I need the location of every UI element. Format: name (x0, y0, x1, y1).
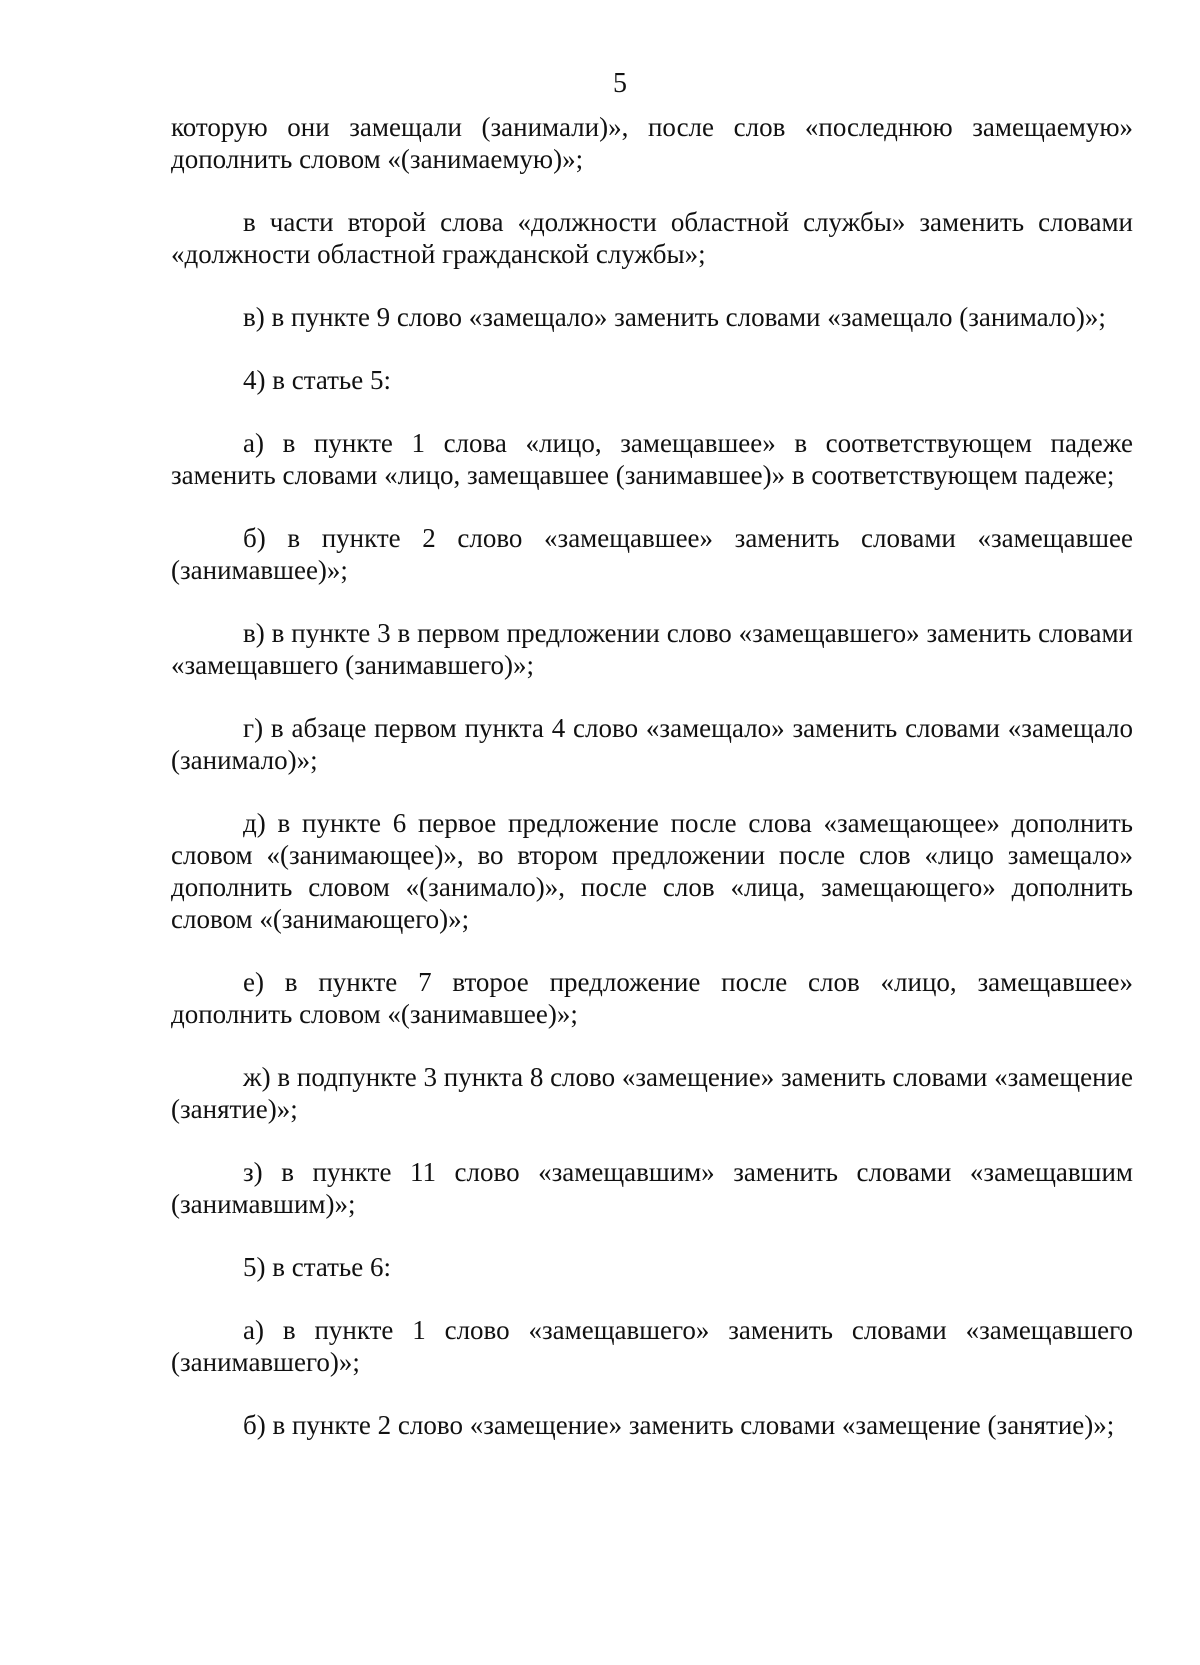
paragraph-continuation: которую они замещали (занимали)», после слов «последнюю замещаемую» дополнить словом «(занимаемую)»; (171, 112, 1133, 174)
paragraph-heading-article-5: 4) в статье 5: (243, 365, 391, 395)
paragraph: з) в пункте 11 слово «замещавшим» заменить словами «замещавшим (занимавшим)»; (171, 1157, 1133, 1219)
paragraph: е) в пункте 7 второе предложение после слов «лицо, замещавшее» дополнить словом «(занимавшее)»; (171, 967, 1133, 1029)
paragraph-heading-article-6: 5) в статье 6: (243, 1252, 391, 1282)
paragraph: в части второй слова «должности областной службы» заменить словами «должности областной гражданской службы»; (171, 207, 1133, 269)
paragraph: б) в пункте 2 слово «замещение» заменить словами «замещение (занятие)»; (243, 1410, 1115, 1440)
page-number: 5 (613, 68, 627, 99)
paragraph: ж) в подпункте 3 пункта 8 слово «замещение» заменить словами «замещение (занятие)»; (171, 1062, 1133, 1124)
paragraph: д) в пункте 6 первое предложение после слова «замещающее» дополнить словом «(занимающее)», во втором предложении после слов «лицо замещало» дополнить словом «(занимало)», после слов «лица, замещающего» дополнить словом «(занимающего)»; (171, 808, 1133, 934)
paragraph: б) в пункте 2 слово «замещавшее» заменить словами «замещавшее (занимавшее)»; (171, 523, 1133, 585)
paragraph: в) в пункте 3 в первом предложении слово «замещавшего» заменить словами «замещавшего (занимавшего)»; (171, 618, 1133, 680)
document-body (171, 111, 1133, 1472)
paragraph: а) в пункте 1 слова «лицо, замещавшее» в соответствующем падеже заменить словами «лицо, замещавшее (занимавшее)» в соответствующем падеже; (171, 428, 1133, 490)
paragraph: в) в пункте 9 слово «замещало» заменить словами «замещало (занимало)»; (243, 302, 1106, 332)
paragraph: а) в пункте 1 слово «замещавшего» заменить словами «замещавшего (занимавшего)»; (171, 1315, 1133, 1377)
paragraph: г) в абзаце первом пункта 4 слово «замещало» заменить словами «замещало (занимало)»; (171, 713, 1133, 775)
